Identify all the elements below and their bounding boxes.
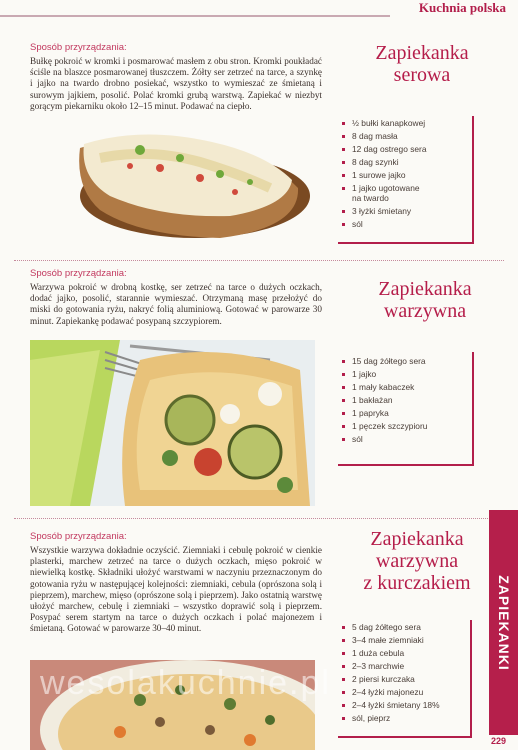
ingredient-item: 12 dag ostrego sera — [338, 144, 472, 154]
ingredient-item: 1 mały kabaczek — [338, 382, 472, 392]
ingredient-item: 15 dag żółtego sera — [338, 356, 472, 366]
recipe-separator — [14, 260, 504, 261]
recipe-title-1-line2: serowa — [393, 64, 451, 86]
recipe-title-2-line2: warzywna — [383, 300, 467, 322]
ingredient-item: 1 bakłażan — [338, 395, 472, 405]
ingredient-item: 2–3 marchwie — [338, 661, 470, 671]
recipe-title-3-line1: Zapiekanka — [370, 528, 464, 550]
ingredient-item: 1 duża cebula — [338, 648, 470, 658]
ingredient-item: 1 papryka — [338, 408, 472, 418]
ingredient-list-2 — [338, 352, 474, 466]
ingredient-item: sól — [338, 219, 472, 229]
ingredient-item: 1 surowe jajko — [338, 170, 472, 180]
vegetable-casserole-photo — [30, 340, 315, 506]
recipe-title-1-line1: Zapiekanka — [375, 42, 469, 64]
section-side-tab — [489, 510, 518, 735]
ingredient-item: 2–4 łyżki majonezu — [338, 687, 470, 697]
ingredient-item: 3–4 małe ziemniaki — [338, 635, 470, 645]
watermark: wesolakuchnie.pl — [40, 664, 331, 702]
recipe-title-3-line3: z kurczakiem — [363, 572, 471, 594]
ingredient-item: 5 dag żółtego sera — [338, 622, 470, 632]
method-label-1: Sposób przyrządzania: — [30, 42, 127, 53]
method-label-3: Sposób przyrządzania: — [30, 531, 127, 542]
instructions-1: Bułkę pokroić w kromki i posmarować masłem z obu stron. Kromki poukładać ściśle na blaszce posmarowanej tłuszczem. Żółty ser zetrzeć na tarce, a szynkę i jajko na twardo drobno posiekać, wszystko to wymieszać ze śmietaną i surowym jajkiem, posolić. Polać kromki grubą warstwą. Zapiekać w niezbyt gorącym piekarniku około 12–15 minut. Podawać na ciepło. — [30, 56, 322, 111]
recipe-title-2 — [356, 278, 494, 322]
header-rule — [0, 15, 390, 17]
section-title: Kuchnia polska — [418, 0, 506, 15]
side-tab-label: ZAPIEKANKI — [495, 574, 512, 671]
recipe-title-3-line2: warzywna — [375, 550, 459, 572]
recipe-title-2-line1: Zapiekanka — [378, 278, 472, 300]
ingredient-item: 1 jajko ugotowane na twardo — [338, 183, 428, 203]
page-header — [0, 0, 518, 20]
instructions-3: Wszystkie warzywa dokładnie oczyścić. Ziemniaki i cebulę pokroić w cienkie plasterki, marchew zetrzeć na tarce o dużych oczkach, mięso pokroić w niewielką kostkę. Składniki ułożyć warstwami w naczyniu przeznaczonym do gotowania ryżu w następującej kolejności: ziemniaki, cebula (oprószona solą i pieprzem), marchew, mięso (oprószone solą i pieprzem). Jako ostatnią warstwę ułożyć marchew, cebulę i ziemniaki – wszystko doprawić solą i pieprzem. Posypać serem startym na tarce o dużych oczkach i polać majonezem i śmietaną. Gotować w parowarze 30–40 minut. — [30, 545, 322, 634]
page-number: 229 — [491, 736, 507, 746]
ingredient-item: sól, pieprz — [338, 713, 470, 723]
ingredient-item: 1 jajko — [338, 369, 472, 379]
ingredient-item: 1 pęczek szczypioru — [338, 421, 472, 431]
recipe-separator — [14, 518, 504, 519]
recipe-title-1 — [352, 42, 492, 86]
ingredient-list-3 — [338, 620, 472, 738]
ingredient-item: 2 piersi kurczaka — [338, 674, 470, 684]
ingredient-item: 2–4 łyżki śmietany 18% — [338, 700, 470, 710]
ingredient-list-1 — [338, 116, 474, 244]
ingredient-item: sól — [338, 434, 472, 444]
ingredient-item: 3 łyżki śmietany — [338, 206, 472, 216]
ingredient-item: 8 dag masła — [338, 131, 472, 141]
cheese-toast-photo — [70, 118, 310, 258]
recipe-title-3 — [348, 528, 486, 594]
method-label-2: Sposób przyrządzania: — [30, 268, 127, 279]
ingredient-item: ½ bułki kanapkowej — [338, 118, 472, 128]
instructions-2: Warzywa pokroić w drobną kostkę, ser zetrzeć na tarce o dużych oczkach, dodać jajko, posolić, starannie wymieszać. Otrzymaną masę przełożyć do miski do gotowania ryżu, nakryć folią aluminiową. Gotować w parowarze 30 minut. Zapiekankę podawać posypaną szczypiorem. — [30, 282, 322, 326]
ingredient-item: 8 dag szynki — [338, 157, 472, 167]
